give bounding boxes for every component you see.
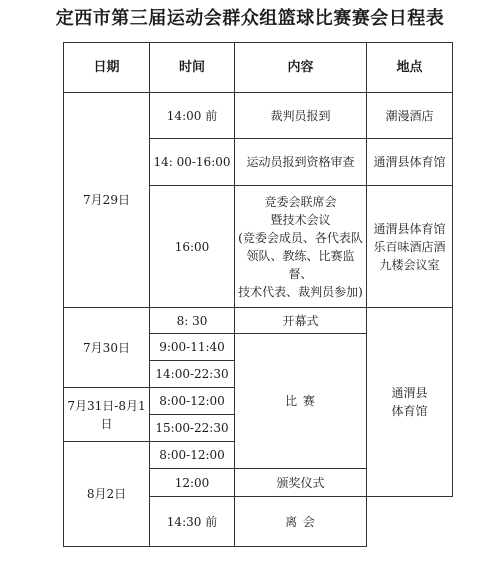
place-cell xyxy=(367,186,453,308)
header-place: 地点 xyxy=(367,43,453,93)
time-cell: 16:00 xyxy=(150,186,235,308)
time-cell: 8: 30 xyxy=(150,308,235,334)
content-line: (竞委会成员、各代表队 xyxy=(238,230,363,245)
place-cell: 通渭县体育馆 xyxy=(367,139,453,186)
time-cell: 15:00-22:30 xyxy=(150,415,235,442)
content-cell: 比 赛 xyxy=(235,334,367,469)
date-cell: 7月29日 xyxy=(64,93,150,308)
header-content: 内容 xyxy=(235,43,367,93)
place-line: 体育馆 xyxy=(391,404,428,418)
place-cell xyxy=(367,308,453,497)
time-cell: 14: 00-16:00 xyxy=(150,139,235,186)
time-cell: 8:00-12:00 xyxy=(150,388,235,415)
time-cell: 14:00-22:30 xyxy=(150,361,235,388)
table-header-row xyxy=(64,43,453,93)
content-cell: 开幕式 xyxy=(235,308,367,334)
content-cell: 颁奖仪式 xyxy=(235,469,367,497)
content-cell: 裁判员报到 xyxy=(235,93,367,139)
page-title: 定西市第三届运动会群众组篮球比赛赛会日程表 xyxy=(55,8,445,29)
header-time: 时间 xyxy=(150,43,235,93)
content-line: 领队、教练、比赛监督、 xyxy=(246,248,355,281)
time-cell: 14:00 前 xyxy=(150,93,235,139)
time-cell: 14:30 前 xyxy=(150,497,235,547)
table-row xyxy=(64,308,453,334)
table-row xyxy=(64,93,453,139)
content-line: 竞委会联席会 xyxy=(264,194,337,209)
date-cell: 7月30日 xyxy=(64,308,150,388)
content-cell xyxy=(235,186,367,308)
time-cell: 9:00-11:40 xyxy=(150,334,235,361)
place-cell: 潮漫酒店 xyxy=(367,93,453,139)
place-line: 九楼会议室 xyxy=(379,257,440,272)
place-line: 通渭县体育馆 xyxy=(373,221,446,236)
time-cell: 12:00 xyxy=(150,469,235,497)
content-line: 技术代表、裁判员参加) xyxy=(238,284,363,299)
place-line: 乐百味酒店酒 xyxy=(373,239,446,254)
content-line: 暨技术会议 xyxy=(270,212,331,227)
time-cell: 8:00-12:00 xyxy=(150,442,235,469)
schedule-table xyxy=(63,42,453,547)
header-date: 日期 xyxy=(64,43,150,93)
place-line: 通渭县 xyxy=(391,386,428,400)
date-cell: 8月2日 xyxy=(64,442,150,547)
content-cell: 运动员报到资格审查 xyxy=(235,139,367,186)
date-cell: 7月31日-8月1日 xyxy=(64,388,150,442)
content-cell: 离 会 xyxy=(235,497,367,547)
